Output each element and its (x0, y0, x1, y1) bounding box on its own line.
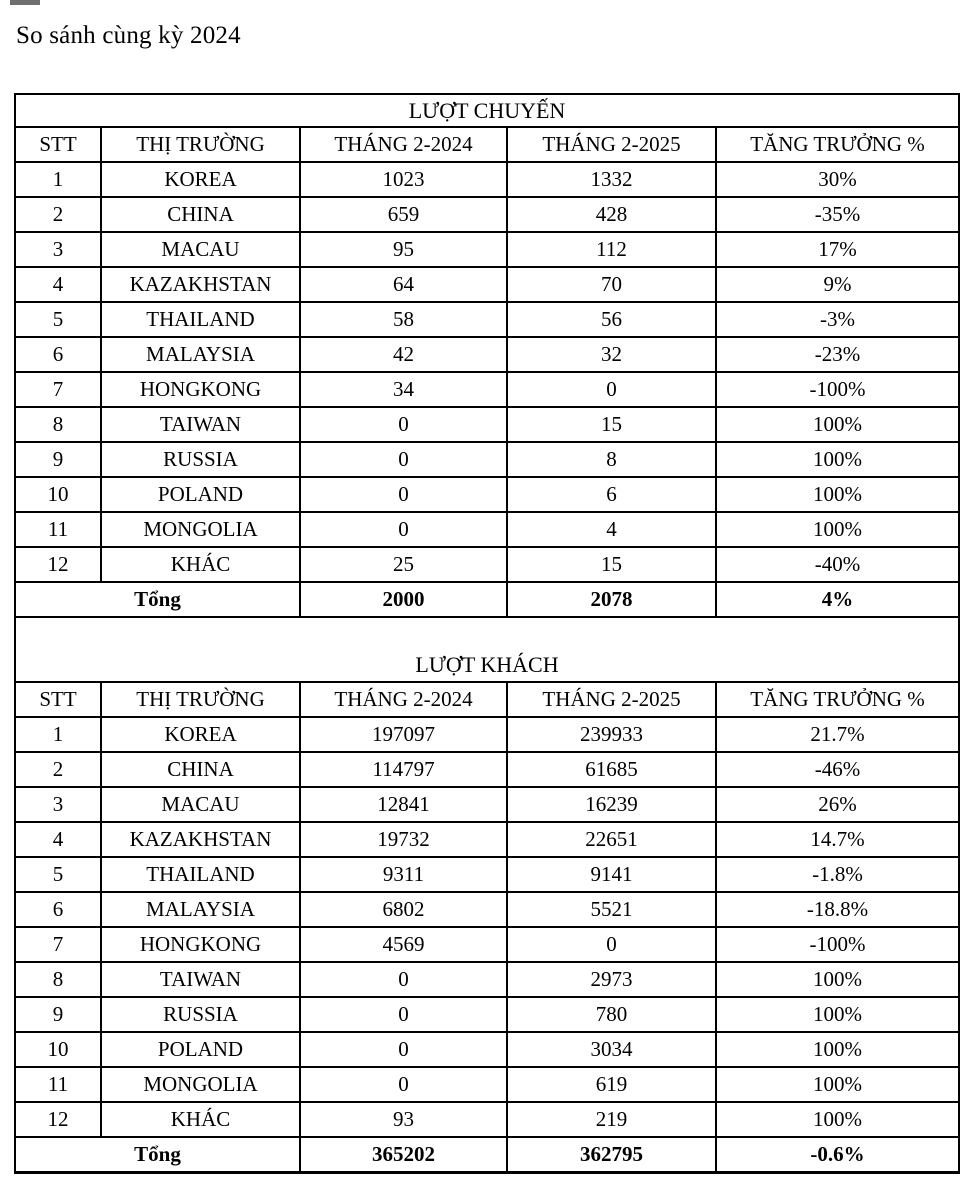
table-row (15, 1032, 959, 1067)
table-row (15, 892, 959, 927)
cell-stt: 12 (15, 1102, 101, 1137)
cell-thang-2-2024: 0 (300, 512, 507, 547)
total-thang-2-2025: 362795 (507, 1137, 716, 1173)
cell-market: MALAYSIA (101, 337, 300, 372)
cell-growth: 100% (716, 477, 959, 512)
cell-thang-2-2024: 0 (300, 1067, 507, 1102)
cell-market: TAIWAN (101, 407, 300, 442)
cell-thang-2-2024: 0 (300, 442, 507, 477)
cell-thang-2-2024: 12841 (300, 787, 507, 822)
total-growth: 4% (716, 582, 959, 617)
cell-thang-2-2025: 239933 (507, 717, 716, 752)
cell-thang-2-2024: 95 (300, 232, 507, 267)
total-row (15, 1137, 959, 1173)
cell-stt: 5 (15, 302, 101, 337)
cell-stt: 12 (15, 547, 101, 582)
cell-market: HONGKONG (101, 372, 300, 407)
cell-thang-2-2025: 56 (507, 302, 716, 337)
table-row (15, 962, 959, 997)
cell-thang-2-2024: 0 (300, 962, 507, 997)
table-row (15, 717, 959, 752)
cell-growth: -23% (716, 337, 959, 372)
cell-thang-2-2025: 8 (507, 442, 716, 477)
cell-stt: 7 (15, 927, 101, 962)
cell-thang-2-2024: 1023 (300, 162, 507, 197)
table-row (15, 372, 959, 407)
column-header-growth: TĂNG TRƯỞNG % (716, 127, 959, 162)
cell-stt: 5 (15, 857, 101, 892)
section-title: LƯỢT KHÁCH (15, 617, 959, 682)
total-label: Tổng (15, 1137, 300, 1173)
table-row (15, 927, 959, 962)
cell-stt: 2 (15, 752, 101, 787)
cell-thang-2-2024: 0 (300, 1032, 507, 1067)
cell-growth: 100% (716, 407, 959, 442)
table-row (15, 197, 959, 232)
total-row (15, 582, 959, 617)
cell-thang-2-2024: 0 (300, 997, 507, 1032)
table-row (15, 857, 959, 892)
cell-growth: 100% (716, 1032, 959, 1067)
cell-thang-2-2024: 4569 (300, 927, 507, 962)
cell-stt: 8 (15, 962, 101, 997)
cell-growth: -1.8% (716, 857, 959, 892)
cell-thang-2-2024: 64 (300, 267, 507, 302)
cell-thang-2-2024: 25 (300, 547, 507, 582)
cell-stt: 4 (15, 267, 101, 302)
cell-growth: 14.7% (716, 822, 959, 857)
cell-growth: 100% (716, 962, 959, 997)
comparison-table (14, 93, 960, 1174)
total-growth: -0.6% (716, 1137, 959, 1173)
column-header-stt: STT (15, 127, 101, 162)
cell-growth: -46% (716, 752, 959, 787)
cell-thang-2-2025: 22651 (507, 822, 716, 857)
cell-thang-2-2025: 619 (507, 1067, 716, 1102)
total-thang-2-2024: 2000 (300, 582, 507, 617)
cell-market: MACAU (101, 232, 300, 267)
cell-thang-2-2025: 9141 (507, 857, 716, 892)
table-row (15, 512, 959, 547)
column-header-growth: TĂNG TRƯỞNG % (716, 682, 959, 717)
cell-thang-2-2025: 32 (507, 337, 716, 372)
cell-market: RUSSIA (101, 997, 300, 1032)
cell-market: RUSSIA (101, 442, 300, 477)
cell-growth: 21.7% (716, 717, 959, 752)
cell-thang-2-2025: 780 (507, 997, 716, 1032)
cell-thang-2-2024: 197097 (300, 717, 507, 752)
cell-stt: 1 (15, 162, 101, 197)
cell-stt: 8 (15, 407, 101, 442)
cell-growth: 30% (716, 162, 959, 197)
cell-stt: 11 (15, 512, 101, 547)
cell-growth: -100% (716, 927, 959, 962)
cell-growth: 100% (716, 997, 959, 1032)
cell-market: THAILAND (101, 857, 300, 892)
table-row (15, 267, 959, 302)
cell-thang-2-2025: 4 (507, 512, 716, 547)
cell-thang-2-2025: 6 (507, 477, 716, 512)
column-header-thang-2-2024: THÁNG 2-2024 (300, 127, 507, 162)
section-title-row (15, 94, 959, 127)
cell-stt: 10 (15, 1032, 101, 1067)
cell-growth: -100% (716, 372, 959, 407)
column-header-thang-2-2024: THÁNG 2-2024 (300, 682, 507, 717)
column-header-market: THỊ TRƯỜNG (101, 127, 300, 162)
cell-thang-2-2025: 3034 (507, 1032, 716, 1067)
cell-market: KHÁC (101, 1102, 300, 1137)
cell-thang-2-2024: 34 (300, 372, 507, 407)
cell-growth: -3% (716, 302, 959, 337)
table-row (15, 162, 959, 197)
cell-growth: 100% (716, 1102, 959, 1137)
cell-stt: 10 (15, 477, 101, 512)
cell-market: MONGOLIA (101, 512, 300, 547)
cell-market: HONGKONG (101, 927, 300, 962)
cell-thang-2-2025: 0 (507, 927, 716, 962)
cell-market: KAZAKHSTAN (101, 267, 300, 302)
total-label: Tổng (15, 582, 300, 617)
cell-thang-2-2024: 58 (300, 302, 507, 337)
section-title: LƯỢT CHUYẾN (15, 94, 959, 127)
cell-market: THAILAND (101, 302, 300, 337)
cell-growth: 26% (716, 787, 959, 822)
cell-stt: 7 (15, 372, 101, 407)
cell-stt: 9 (15, 997, 101, 1032)
table-row (15, 232, 959, 267)
cell-stt: 4 (15, 822, 101, 857)
cell-market: KAZAKHSTAN (101, 822, 300, 857)
cell-thang-2-2024: 93 (300, 1102, 507, 1137)
cell-stt: 11 (15, 1067, 101, 1102)
cell-stt: 6 (15, 892, 101, 927)
table-row (15, 547, 959, 582)
cell-thang-2-2024: 6802 (300, 892, 507, 927)
table-row (15, 1067, 959, 1102)
cell-thang-2-2024: 0 (300, 477, 507, 512)
table-row (15, 787, 959, 822)
cell-stt: 1 (15, 717, 101, 752)
cell-thang-2-2025: 5521 (507, 892, 716, 927)
table-row (15, 407, 959, 442)
cell-thang-2-2025: 61685 (507, 752, 716, 787)
cell-stt: 2 (15, 197, 101, 232)
page-title: So sánh cùng kỳ 2024 (16, 22, 241, 49)
cell-growth: 100% (716, 512, 959, 547)
table-row (15, 477, 959, 512)
header-row (15, 682, 959, 717)
total-thang-2-2024: 365202 (300, 1137, 507, 1173)
cell-market: TAIWAN (101, 962, 300, 997)
cell-thang-2-2025: 16239 (507, 787, 716, 822)
cell-stt: 9 (15, 442, 101, 477)
cell-market: POLAND (101, 477, 300, 512)
column-header-thang-2-2025: THÁNG 2-2025 (507, 682, 716, 717)
cell-market: MALAYSIA (101, 892, 300, 927)
cell-market: KHÁC (101, 547, 300, 582)
cell-market: MONGOLIA (101, 1067, 300, 1102)
cell-market: KOREA (101, 162, 300, 197)
table-row (15, 1102, 959, 1137)
table-row (15, 302, 959, 337)
cell-market: POLAND (101, 1032, 300, 1067)
cell-thang-2-2024: 42 (300, 337, 507, 372)
section-title-row (15, 617, 959, 682)
total-thang-2-2025: 2078 (507, 582, 716, 617)
table-row (15, 337, 959, 372)
cell-thang-2-2025: 15 (507, 547, 716, 582)
cell-stt: 3 (15, 232, 101, 267)
cell-stt: 6 (15, 337, 101, 372)
cell-thang-2-2025: 219 (507, 1102, 716, 1137)
table-row (15, 442, 959, 477)
cell-growth: 9% (716, 267, 959, 302)
table-row (15, 752, 959, 787)
window-edge-fragment (10, 0, 40, 5)
table-row (15, 822, 959, 857)
cell-thang-2-2024: 659 (300, 197, 507, 232)
header-row (15, 127, 959, 162)
cell-thang-2-2025: 428 (507, 197, 716, 232)
cell-thang-2-2025: 15 (507, 407, 716, 442)
cell-market: CHINA (101, 752, 300, 787)
column-header-stt: STT (15, 682, 101, 717)
cell-growth: -35% (716, 197, 959, 232)
cell-thang-2-2024: 0 (300, 407, 507, 442)
cell-growth: -40% (716, 547, 959, 582)
cell-market: CHINA (101, 197, 300, 232)
cell-growth: -18.8% (716, 892, 959, 927)
cell-thang-2-2025: 1332 (507, 162, 716, 197)
cell-thang-2-2025: 2973 (507, 962, 716, 997)
cell-market: MACAU (101, 787, 300, 822)
cell-thang-2-2025: 0 (507, 372, 716, 407)
cell-stt: 3 (15, 787, 101, 822)
column-header-market: THỊ TRƯỜNG (101, 682, 300, 717)
cell-growth: 17% (716, 232, 959, 267)
cell-market: KOREA (101, 717, 300, 752)
cell-thang-2-2024: 9311 (300, 857, 507, 892)
table-row (15, 997, 959, 1032)
cell-thang-2-2025: 112 (507, 232, 716, 267)
cell-growth: 100% (716, 442, 959, 477)
cell-thang-2-2025: 70 (507, 267, 716, 302)
column-header-thang-2-2025: THÁNG 2-2025 (507, 127, 716, 162)
cell-thang-2-2024: 19732 (300, 822, 507, 857)
cell-thang-2-2024: 114797 (300, 752, 507, 787)
cell-growth: 100% (716, 1067, 959, 1102)
